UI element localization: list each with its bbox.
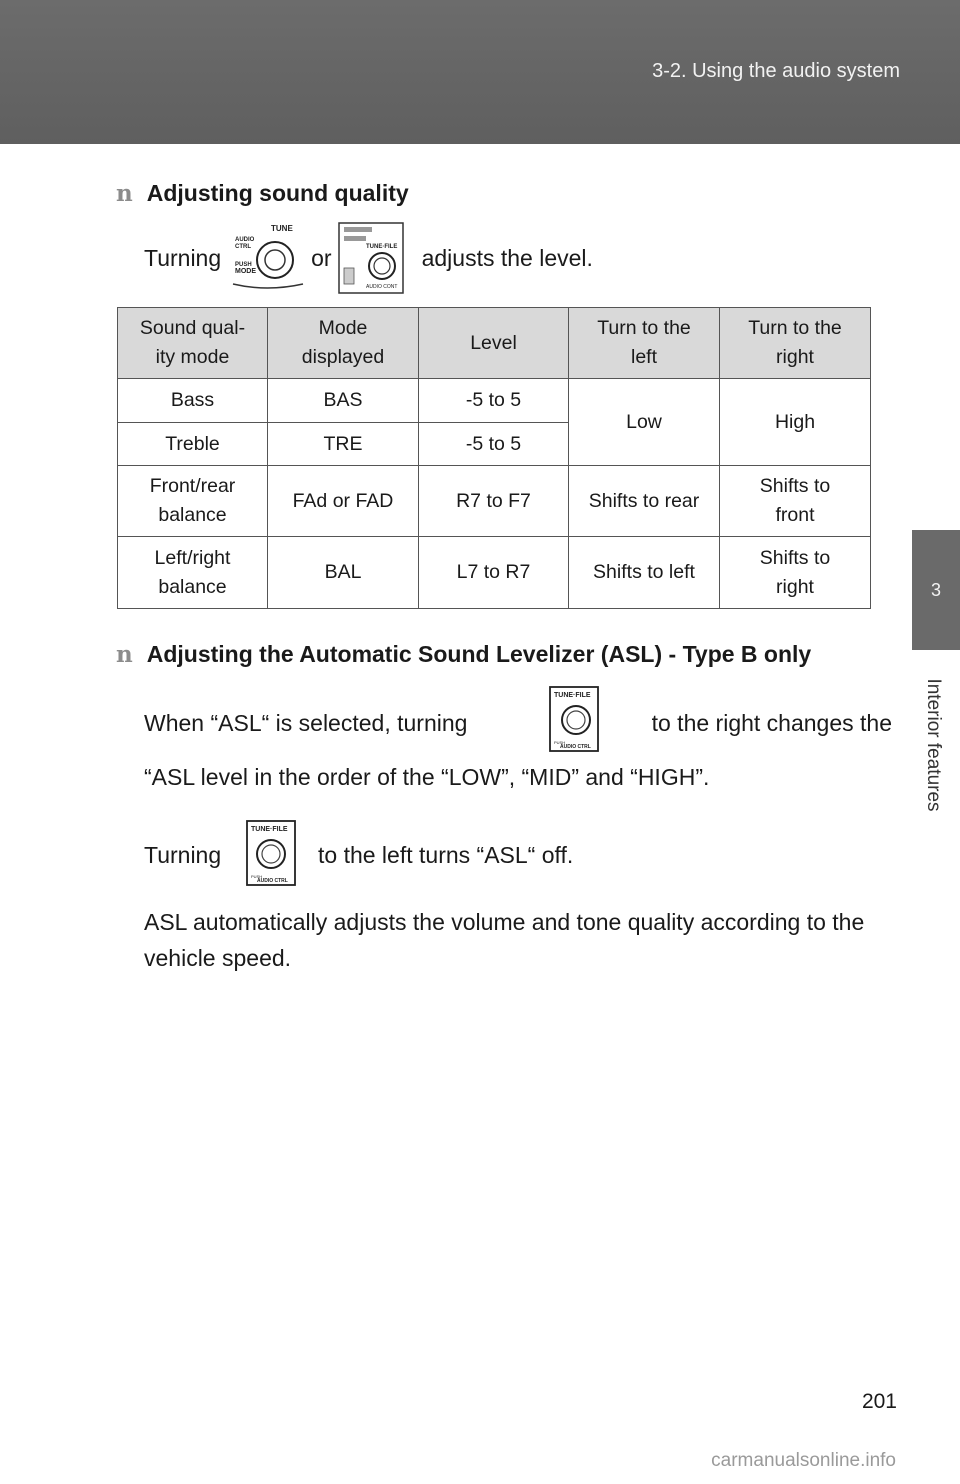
chapter-number: 3 [930, 579, 941, 600]
asl-instruction-line2: “ASL level in the order of the “LOW”, “MID” and “HIGH”. [144, 764, 710, 790]
or-text: or [311, 244, 332, 271]
svg-text:TUNE·FILE: TUNE·FILE [365, 244, 397, 250]
svg-text:AUDIO CTRL: AUDIO CTRL [257, 878, 288, 884]
table-header-row [118, 308, 871, 379]
table-cell: Bass [118, 379, 268, 423]
svg-text:CTRL: CTRL [235, 244, 252, 250]
tune-file-knob-icon [245, 820, 297, 886]
adjusts-text: adjusts the level. [421, 244, 593, 271]
svg-text:MODE: MODE [235, 268, 257, 275]
svg-text:PUSH: PUSH [554, 740, 566, 745]
table-cell: High [720, 379, 871, 466]
table-cell: Left/right balance [118, 537, 268, 609]
sound-quality-table [117, 307, 871, 609]
table-header-cell: Turn to the left [569, 308, 720, 379]
table-cell: Shifts to front [720, 466, 871, 537]
section-title: Adjusting sound quality [146, 180, 409, 206]
table-header-cell: Level [419, 308, 569, 379]
page-header [0, 0, 960, 144]
page-number: 201 [861, 1390, 897, 1413]
section-heading-asl [116, 641, 811, 668]
table-cell: R7 to F7 [419, 466, 569, 537]
table-cell: Shifts to right [720, 537, 871, 609]
table-cell: Treble [118, 423, 268, 466]
svg-text:TUNE·FILE: TUNE·FILE [251, 826, 288, 833]
table-row [118, 537, 871, 609]
section-heading-sound-quality [116, 180, 409, 207]
asl-description: ASL automatically adjusts the volume and tone quality according to the vehicle speed. [144, 909, 865, 971]
table-cell: TRE [268, 423, 419, 466]
table-header-cell: Mode displayed [268, 308, 419, 379]
asl-text-before: When “ASL“ is selected, turning [144, 710, 468, 736]
svg-text:PUSH: PUSH [235, 262, 252, 268]
table-cell: Low [569, 379, 720, 466]
header-section-title: 3-2. Using the audio system [652, 60, 900, 82]
asl-off-text: to the left turns “ASL“ off. [318, 842, 574, 868]
table-cell: Shifts to left [569, 537, 720, 609]
table-header-cell: Turn to the right [720, 308, 871, 379]
section-bullet: n [116, 180, 133, 207]
turning-text: Turning [144, 244, 222, 271]
table-cell: L7 to R7 [419, 537, 569, 609]
svg-text:AUDIO: AUDIO [235, 237, 255, 243]
table-cell: -5 to 5 [419, 423, 569, 466]
turning-text: Turning [144, 842, 222, 868]
turning-instruction [144, 222, 593, 294]
table-cell: BAL [268, 537, 419, 609]
svg-text:PUSH: PUSH [251, 874, 263, 879]
table-row [118, 379, 871, 423]
section-bullet: n [116, 641, 133, 668]
svg-text:AUDIO CTRL: AUDIO CTRL [560, 744, 591, 750]
table-row [118, 466, 871, 537]
chapter-tab [912, 530, 960, 650]
watermark: carmanualsonline.info [711, 1450, 896, 1471]
tune-file-knob-icon [548, 686, 600, 752]
tune-file-knob-icon [336, 222, 408, 294]
asl-off-instruction [144, 818, 892, 888]
tune-knob-icon [227, 222, 307, 294]
svg-text:TUNE·FILE: TUNE·FILE [554, 692, 591, 699]
svg-text:TUNE: TUNE [271, 224, 293, 233]
table-cell: Front/rear balance [118, 466, 268, 537]
section-title: Adjusting the Automatic Sound Levelizer (ASL) - Type B only [146, 641, 812, 667]
asl-instruction-line1 [144, 686, 892, 756]
chapter-label: Interior features [923, 678, 944, 812]
table-cell: Shifts to rear [569, 466, 720, 537]
svg-text:AUDIO CONT: AUDIO CONT [365, 284, 397, 290]
table-cell: FAd or FAD [268, 466, 419, 537]
table-header-cell: Sound qual- ity mode [118, 308, 268, 379]
table-cell: -5 to 5 [419, 379, 569, 423]
asl-text-after: to the right changes the [651, 710, 892, 736]
table-cell: BAS [268, 379, 419, 423]
